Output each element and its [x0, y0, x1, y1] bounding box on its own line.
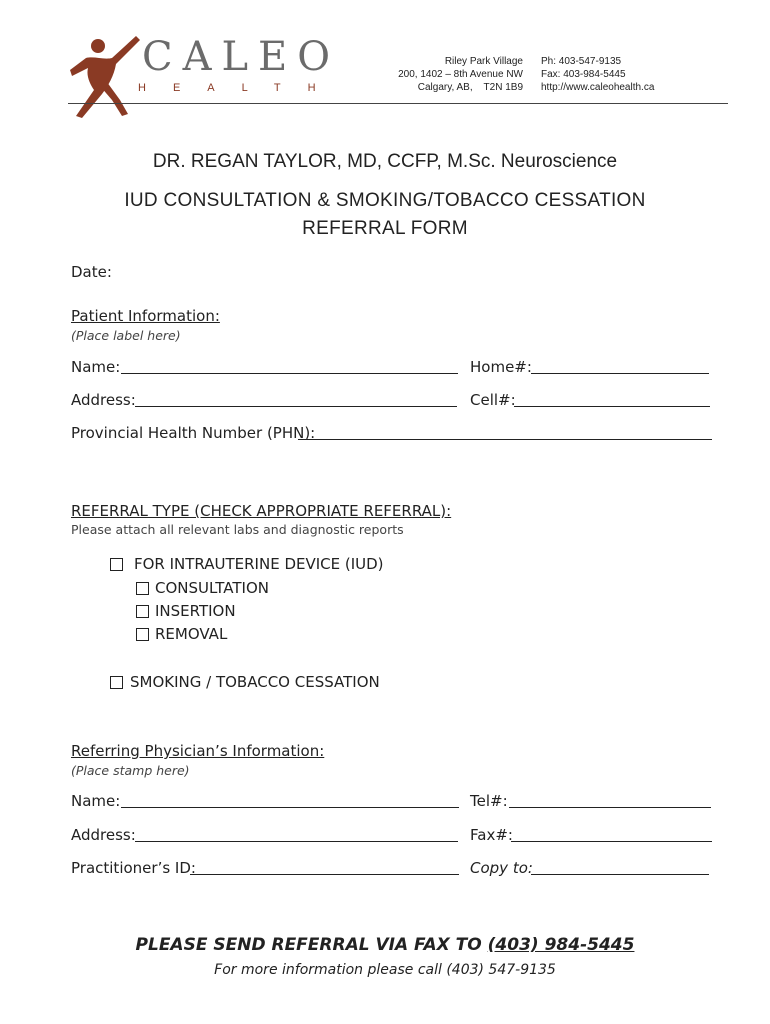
physician-info-heading: Referring Physician’s Information: [71, 742, 325, 760]
patient-cell-field[interactable] [514, 406, 710, 407]
physician-stamp-note: (Place stamp here) [71, 763, 190, 778]
referral-type-heading [71, 502, 451, 520]
phn-field[interactable] [298, 439, 712, 440]
form-title-line2: REFERRAL FORM [302, 218, 468, 239]
patient-home-label: Home#: [470, 358, 532, 376]
logo-subtext: HEALTH [138, 82, 343, 94]
physician-address-label: Address: [71, 826, 136, 844]
iud-removal-label: REMOVAL [155, 625, 228, 643]
fax-instruction [0, 935, 770, 955]
referral-type-heading-main: REFERRAL TYPE [71, 502, 190, 520]
iud-insertion-checkbox[interactable] [136, 605, 149, 618]
iud-consultation-checkbox[interactable] [136, 582, 149, 595]
iud-label: FOR INTRAUTERINE DEVICE (IUD) [134, 555, 384, 573]
caleo-logo-figure-icon [68, 34, 148, 120]
patient-address-label: Address: [71, 391, 136, 409]
smoking-label: SMOKING / TOBACCO CESSATION [130, 673, 380, 691]
practitioner-id-label: Practitioner’s ID: [71, 859, 196, 877]
referral-type-heading-rest: (CHECK APPROPRIATE REFERRAL): [189, 502, 452, 520]
form-title-line1: IUD CONSULTATION & SMOKING/TOBACCO CESSATION [124, 190, 646, 211]
iud-checkbox[interactable] [110, 558, 123, 571]
patient-address-field[interactable] [135, 406, 457, 407]
info-phone-note: For more information please call (403) 547-9135 [214, 962, 556, 978]
patient-cell-label: Cell#: [470, 391, 516, 409]
patient-info-heading: Patient Information: [71, 307, 220, 325]
phone-line: Ph: 403-547-9135 [541, 56, 622, 67]
logo-wordmark: CALEO [142, 34, 341, 80]
date-label: Date: [71, 263, 112, 281]
patient-home-field[interactable] [531, 373, 709, 374]
iud-consultation-label: CONSULTATION [155, 579, 270, 597]
address-line: Calgary, AB, T2N 1B9 [417, 82, 523, 93]
patient-label-note: (Place label here) [71, 328, 181, 343]
physician-name-label: Name: [71, 792, 121, 810]
copy-to-label: Copy to: [470, 859, 533, 877]
copy-to-field[interactable] [531, 874, 709, 875]
iud-insertion-label: INSERTION [155, 602, 236, 620]
iud-removal-checkbox[interactable] [136, 628, 149, 641]
address-line: 200, 1402 – 8th Avenue NW [398, 69, 523, 80]
physician-fax-label: Fax#: [470, 826, 513, 844]
patient-name-field[interactable] [121, 373, 458, 374]
fax-line: Fax: 403-984-5445 [541, 69, 626, 80]
practitioner-id-field[interactable] [190, 874, 459, 875]
physician-address-field[interactable] [135, 841, 458, 842]
physician-fax-field[interactable] [511, 841, 712, 842]
fax-instruction-text: PLEASE SEND REFERRAL VIA FAX TO [135, 935, 488, 955]
clinic-address [378, 55, 523, 94]
address-line: Riley Park Village [444, 56, 523, 67]
website-line: http://www.caleohealth.ca [541, 82, 655, 93]
form-title [0, 187, 770, 243]
physician-name-field[interactable] [121, 807, 459, 808]
referral-note: Please attach all relevant labs and diagnostic reports [71, 522, 404, 537]
clinic-contact [541, 55, 654, 94]
phn-label: Provincial Health Number (PHN): [71, 424, 316, 442]
physician-tel-label: Tel#: [470, 792, 508, 810]
doctor-title: DR. REGAN TAYLOR, MD, CCFP, M.Sc. Neuroscience [152, 151, 618, 172]
fax-number: (403) 984-5445 [487, 935, 635, 955]
patient-name-label: Name: [71, 358, 121, 376]
header-divider [68, 103, 728, 104]
smoking-checkbox[interactable] [110, 676, 123, 689]
physician-tel-field[interactable] [509, 807, 711, 808]
